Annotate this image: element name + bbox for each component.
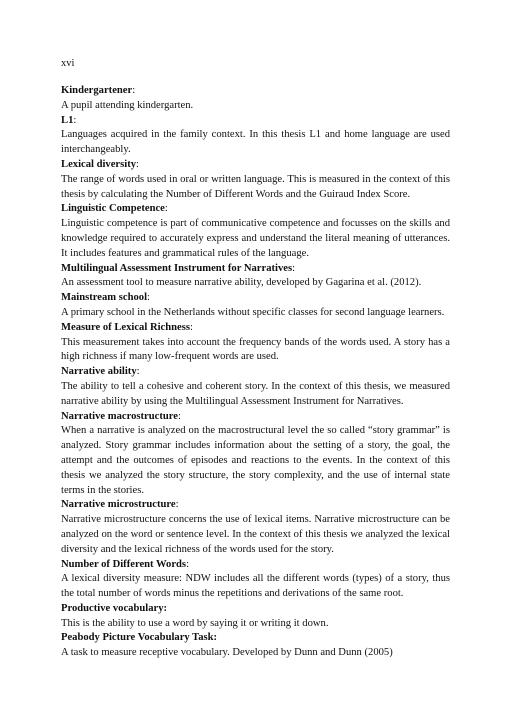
term-colon: : bbox=[177, 410, 181, 422]
term-colon: : bbox=[175, 499, 179, 511]
glossary-definition: This measurement takes into account the frequency bands of the words used. A story has a high richness if many low-frequent words are used. bbox=[61, 336, 450, 363]
glossary-term bbox=[61, 365, 450, 380]
glossary-definition: This is the ability to use a word by saying it or writing it down. bbox=[61, 617, 329, 629]
page-number: xvi bbox=[61, 58, 75, 69]
glossary-term bbox=[61, 262, 450, 277]
term-colon: : bbox=[73, 114, 77, 126]
glossary-definition: A lexical diversity measure: NDW includes all the different words (types) of a story, thus the total number of words minus the repetitions and derivations of the same root. bbox=[61, 573, 450, 600]
glossary-definition: The ability to tell a cohesive and coherent story. In the context of this thesis, we measured narrative ability by using the Multilingual Assessment Instrument for Narratives. bbox=[61, 380, 450, 407]
term-colon: : bbox=[136, 366, 140, 378]
glossary-entry bbox=[61, 558, 450, 602]
glossary-term bbox=[61, 558, 450, 573]
glossary-term bbox=[61, 202, 450, 217]
glossary-entry bbox=[61, 410, 450, 499]
glossary-entry bbox=[61, 202, 450, 261]
glossary-definition: An assessment tool to measure narrative ability, developed by Gagarina et al. (2012). bbox=[61, 277, 422, 289]
term-text: Narrative microstructure bbox=[61, 499, 176, 511]
term-text: Narrative macrostructure bbox=[61, 410, 178, 422]
term-text: L1 bbox=[61, 114, 74, 126]
glossary-definition: Languages acquired in the family context. In this thesis L1 and home language are used interchangeably. bbox=[61, 129, 450, 156]
glossary-entry bbox=[61, 114, 450, 158]
glossary-definition: Narrative microstructure concerns the use of lexical items. Narrative microstructure can be analyzed on the word or sentence level. In the context of this thesis we analyzed the lexical diversity and the lexical richness of the words used for the story. bbox=[61, 514, 450, 555]
glossary-term bbox=[61, 291, 450, 306]
glossary-entry bbox=[61, 291, 450, 321]
term-text: Number of Different Words bbox=[61, 558, 187, 570]
glossary-term bbox=[61, 114, 450, 129]
glossary-term bbox=[61, 158, 450, 173]
glossary-definition: The range of words used in oral or written language. This is measured in the context of this thesis by calculating the Number of Different Words and the Guiraud Index Score. bbox=[61, 173, 450, 200]
glossary-definition: A task to measure receptive vocabulary. Developed by Dunn and Dunn (2005) bbox=[61, 647, 393, 659]
glossary-term bbox=[61, 631, 450, 646]
term-text: Mainstream school bbox=[61, 292, 148, 304]
term-colon: : bbox=[147, 292, 150, 304]
term-text: Multilingual Assessment Instrument for Narratives bbox=[61, 262, 293, 274]
term-colon: : bbox=[186, 558, 190, 570]
glossary-definition: When a narrative is analyzed on the macrostructural level the so called “story grammar” is analyzed. Story grammar includes information about the setting of a story, the goal, the attempt and the outcomes of episodes and reactions to the events. In the context of this thesis we analyzed the story structure, the story complexity, and the use of internal state terms in the stories. bbox=[61, 425, 450, 496]
term-text: Productive vocabulary: bbox=[61, 602, 168, 614]
glossary-entry bbox=[61, 602, 450, 632]
term-colon: : bbox=[292, 262, 296, 274]
glossary-term bbox=[61, 602, 450, 617]
term-colon: : bbox=[136, 158, 139, 170]
glossary-entry bbox=[61, 498, 450, 557]
term-text: Narrative ability bbox=[61, 366, 137, 378]
glossary-entry bbox=[61, 365, 450, 409]
glossary-list bbox=[61, 84, 450, 661]
glossary-entry bbox=[61, 631, 450, 661]
term-colon: : bbox=[164, 203, 168, 215]
glossary-definition: A pupil attending kindergarten. bbox=[61, 99, 194, 111]
term-text: Peabody Picture Vocabulary Task: bbox=[61, 632, 218, 644]
glossary-term bbox=[61, 498, 450, 513]
glossary-entry bbox=[61, 321, 450, 365]
term-colon: : bbox=[132, 85, 136, 96]
glossary-term bbox=[61, 321, 450, 336]
term-text: Lexical diversity bbox=[61, 158, 137, 170]
term-text: Linguistic Competence bbox=[61, 203, 165, 215]
glossary-definition: Linguistic competence is part of communicative competence and focusses on the skills and knowledge required to accurately express and understand the literal meaning of utterances. It includes features and grammatical rules of the language. bbox=[61, 218, 450, 259]
term-text: Kindergartener bbox=[61, 85, 133, 96]
glossary-term bbox=[61, 410, 450, 425]
glossary-term bbox=[61, 84, 450, 99]
term-colon: : bbox=[189, 321, 193, 333]
glossary-definition: A primary school in the Netherlands without specific classes for second language learners. bbox=[61, 306, 445, 318]
glossary-entry bbox=[61, 262, 450, 292]
term-text: Measure of Lexical Richness bbox=[61, 321, 190, 333]
glossary-entry bbox=[61, 84, 450, 114]
glossary-entry bbox=[61, 158, 450, 202]
